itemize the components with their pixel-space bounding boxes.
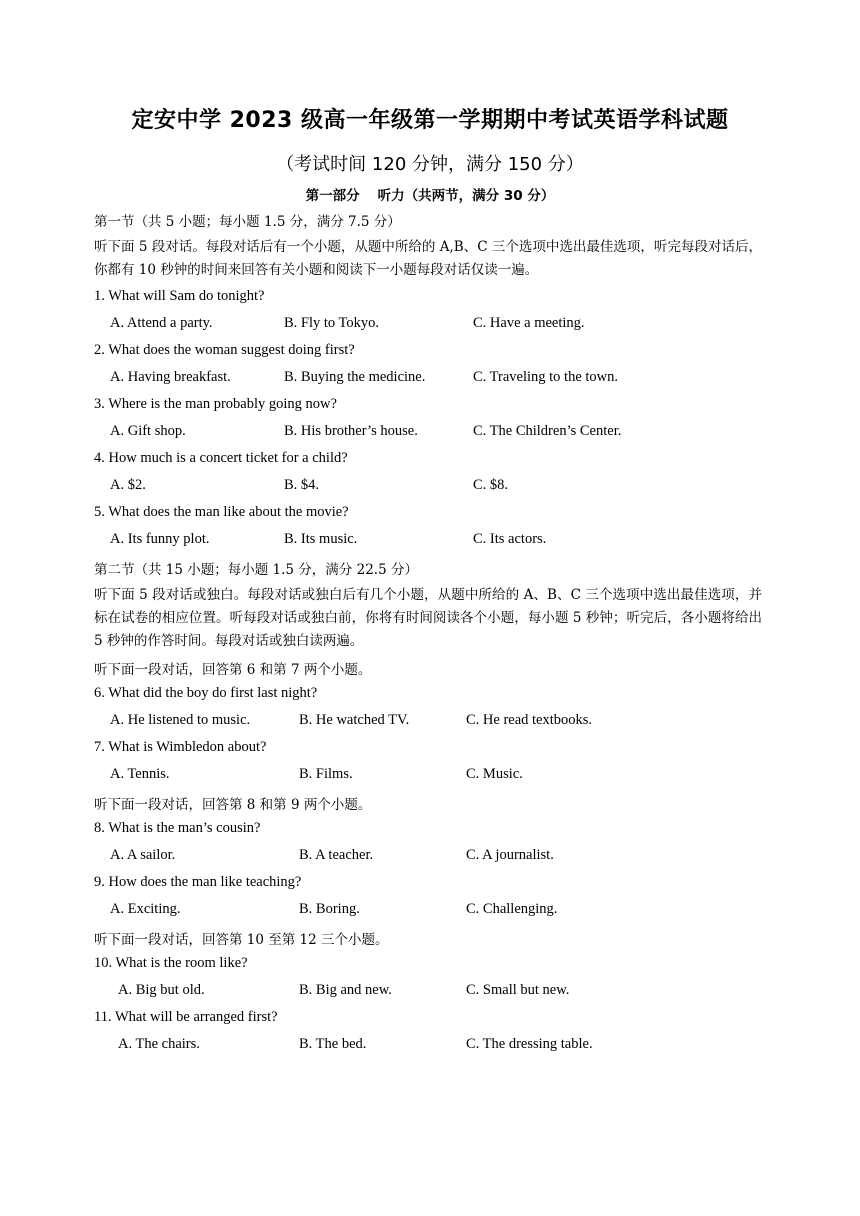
q9-option-c: C. Challenging. (466, 901, 558, 917)
question-2: 2. What does the woman suggest doing first? (94, 342, 355, 358)
part-title (0, 184, 860, 204)
q1-option-a: A. Attend a party. (110, 315, 213, 331)
directive-q6-q7: 听下面一段对话，回答第 6 和第 7 两个小题。 (94, 662, 372, 678)
q11-option-b: B. The bed. (299, 1036, 367, 1052)
q8-option-a: A. A sailor. (110, 847, 176, 863)
exam-subtitle: （考试时间 120 分钟，满分 150 分） (276, 154, 584, 175)
q10-option-b: B. Big and new. (299, 982, 392, 998)
q3-option-a: A. Gift shop. (110, 423, 186, 439)
q4-option-c: C. $8. (473, 477, 509, 493)
question-4: 4. How much is a concert ticket for a child? (94, 450, 348, 466)
part-title-desc: 听力（共两节，满分 30 分） (377, 188, 555, 204)
q7-option-b: B. Films. (299, 766, 353, 782)
q3-option-c: C. The Children’s Center. (473, 423, 622, 439)
q9-option-a: A. Exciting. (110, 901, 181, 917)
q11-option-a: A. The chairs. (118, 1036, 200, 1052)
q2-option-b: B. Buying the medicine. (284, 369, 426, 385)
q8-option-b: B. A teacher. (299, 847, 374, 863)
part-title-label: 第一部分 (305, 188, 360, 204)
section2-heading: 第二节（共 15 小题；每小题 1.5 分，满分 22.5 分） (94, 562, 418, 578)
question-5: 5. What does the man like about the movie? (94, 504, 349, 520)
question-3: 3. Where is the man probably going now? (94, 396, 337, 412)
directive-q10-q12: 听下面一段对话，回答第 10 至第 12 三个小题。 (94, 932, 389, 948)
q2-option-a: A. Having breakfast. (110, 369, 231, 385)
question-11: 11. What will be arranged first? (94, 1009, 278, 1025)
q7-option-a: A. Tennis. (110, 766, 170, 782)
q4-option-b: B. $4. (284, 477, 320, 493)
q5-option-a: A. Its funny plot. (110, 531, 210, 547)
section1-instructions: 听下面 5 段对话。每段对话后有一个小题，从题中所给的 A,B、C 三个选项中选出最佳选项，听完每段对话后，你都有 10 秒钟的时间来回答有关小题和阅读下一小题每段对话仅读一遍。 (94, 239, 762, 278)
q8-option-c: C. A journalist. (466, 847, 554, 863)
section1-heading: 第一节（共 5 小题；每小题 1.5 分，满分 7.5 分） (94, 214, 401, 230)
q1-option-b: B. Fly to Tokyo. (284, 315, 380, 331)
q9-option-b: B. Boring. (299, 901, 360, 917)
page-title: 定安中学 2023 级高一年级第一学期期中考试英语学科试题 (131, 108, 729, 133)
q6-option-a: A. He listened to music. (110, 712, 251, 728)
question-9: 9. How does the man like teaching? (94, 874, 302, 890)
q1-option-c: C. Have a meeting. (473, 315, 585, 331)
q11-option-c: C. The dressing table. (466, 1036, 593, 1052)
question-6: 6. What did the boy do first last night? (94, 685, 318, 701)
q5-option-b: B. Its music. (284, 531, 358, 547)
q5-option-c: C. Its actors. (473, 531, 547, 547)
q10-option-a: A. Big but old. (118, 982, 205, 998)
section2-instructions: 听下面 5 段对话或独白。每段对话或独白后有几个小题，从题中所给的 A、B、C 三个选项中选出最佳选项，并标在试卷的相应位置。听每段对话或独白前，你将有时间阅读各个小题，每小题 5 秒钟；听完后，各小题将给出 5 秒钟的作答时间。每段对话或独白读两遍。 (94, 587, 762, 649)
question-10: 10. What is the room like? (94, 955, 248, 971)
q6-option-c: C. He read textbooks. (466, 712, 593, 728)
q7-option-c: C. Music. (466, 766, 523, 782)
q10-option-c: C. Small but new. (466, 982, 570, 998)
q6-option-b: B. He watched TV. (299, 712, 410, 728)
directive-q8-q9: 听下面一段对话，回答第 8 和第 9 两个小题。 (94, 797, 372, 813)
question-8: 8. What is the man’s cousin? (94, 820, 261, 836)
q2-option-c: C. Traveling to the town. (473, 369, 619, 385)
q3-option-b: B. His brother’s house. (284, 423, 418, 439)
question-7: 7. What is Wimbledon about? (94, 739, 267, 755)
question-1: 1. What will Sam do tonight? (94, 288, 265, 304)
q4-option-a: A. $2. (110, 477, 146, 493)
